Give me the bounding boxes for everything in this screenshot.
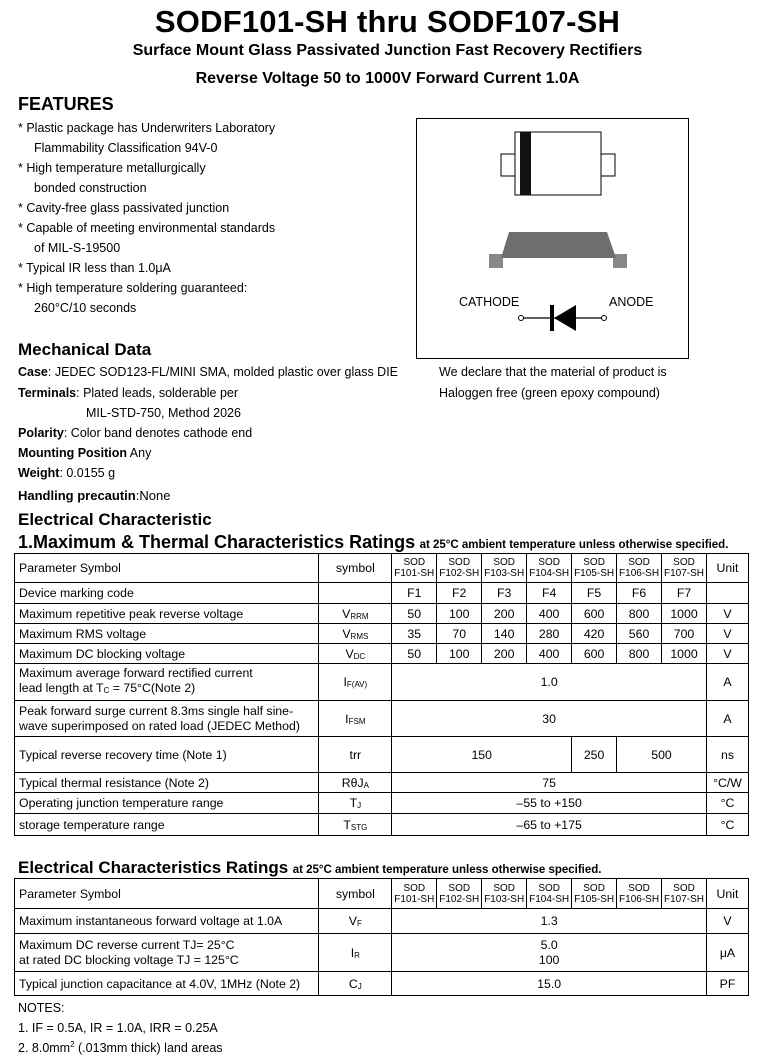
param-cell: Maximum repetitive peak reverse voltage bbox=[15, 604, 319, 624]
max-ratings-table bbox=[14, 553, 749, 836]
feature-item: bonded construction bbox=[34, 181, 147, 195]
table-row bbox=[15, 773, 749, 793]
param-cell: Peak forward surge current 8.3ms single half sine- wave superimposed on rated load (JEDEC Method) bbox=[15, 701, 319, 737]
elec-ratings-condition: at 25°C ambient temperature unless otherwise specified. bbox=[292, 864, 602, 876]
param-cell: Typical junction capacitance at 4.0V, 1MHz (Note 2) bbox=[15, 972, 319, 996]
table-header-row bbox=[15, 554, 749, 583]
value-cell: F7 bbox=[662, 583, 707, 604]
unit-cell: ns bbox=[706, 737, 748, 773]
value-cell: 200 bbox=[482, 604, 527, 624]
header-part: SOD F105-SH bbox=[572, 879, 617, 909]
unit-cell: PF bbox=[706, 972, 748, 996]
mech-handling bbox=[18, 488, 170, 503]
cathode-band bbox=[520, 132, 531, 195]
value-cell: 200 bbox=[482, 644, 527, 664]
value-cell: 500 bbox=[617, 737, 707, 773]
header-part: SOD F103-SH bbox=[482, 554, 527, 583]
value-cell: 420 bbox=[572, 624, 617, 644]
symbol-cell: $T_{STG}$ bbox=[319, 814, 392, 836]
mech-case-value: : JEDEC SOD123-FL/MINI SMA, molded plastic over glass DIE bbox=[47, 365, 399, 379]
unit-cell: V bbox=[706, 604, 748, 624]
mech-mounting bbox=[18, 446, 151, 460]
header-part: SOD F101-SH bbox=[392, 554, 437, 583]
value-cell: –65 to +175 bbox=[392, 814, 707, 836]
mechanical-heading: Mechanical Data bbox=[18, 340, 152, 359]
mech-polarity bbox=[18, 426, 252, 440]
unit-cell: V bbox=[706, 644, 748, 664]
mech-polarity-label: Polarity bbox=[18, 426, 64, 440]
param-cell: Maximum average forward rectified current lead length at $T_C$ = 75°C(Note 2) bbox=[15, 664, 319, 701]
header-param: Parameter Symbol bbox=[15, 554, 319, 583]
unit-cell bbox=[706, 583, 748, 604]
value-cell: 1000 bbox=[662, 644, 707, 664]
value-cell: 800 bbox=[617, 644, 662, 664]
value-cell: 35 bbox=[392, 624, 437, 644]
mech-mounting-label: Mounting Position bbox=[18, 446, 128, 460]
diode-bar bbox=[550, 305, 554, 331]
symbol-cell: $V_{DC}$ bbox=[319, 644, 392, 664]
unit-cell: A bbox=[706, 701, 748, 737]
value-cell: 5.0 100 bbox=[392, 934, 707, 972]
cathode-label: CATHODE bbox=[459, 295, 520, 309]
unit-cell: V bbox=[706, 909, 748, 934]
header-param: Parameter Symbol bbox=[15, 879, 319, 909]
value-cell: 100 bbox=[437, 604, 482, 624]
value-cell: 1000 bbox=[662, 604, 707, 624]
unit-cell: V bbox=[706, 624, 748, 644]
table-row bbox=[15, 644, 749, 664]
value-cell: 250 bbox=[572, 737, 617, 773]
value-cell: 800 bbox=[617, 604, 662, 624]
header-symbol: symbol bbox=[319, 879, 392, 909]
page-title: SODF101-SH thru SODF107-SH bbox=[154, 4, 621, 39]
mech-case bbox=[18, 365, 398, 379]
mech-weight-value: : 0.0155 g bbox=[59, 466, 116, 480]
table-header-row bbox=[15, 879, 749, 909]
halogen-declaration-line1: We declare that the material of product is bbox=[439, 365, 667, 379]
diode-triangle bbox=[554, 305, 576, 331]
param-cell: Operating junction temperature range bbox=[15, 793, 319, 814]
param-cell: Maximum instantaneous forward voltage at 1.0A bbox=[15, 909, 319, 934]
value-cell: 70 bbox=[437, 624, 482, 644]
feature-item: of MIL-S-19500 bbox=[34, 241, 121, 255]
mech-weight-label: Weight bbox=[18, 466, 60, 480]
symbol-cell: $C_J$ bbox=[319, 972, 392, 996]
value-cell: F3 bbox=[482, 583, 527, 604]
header-part: SOD F107-SH bbox=[662, 879, 707, 909]
value-cell: F1 bbox=[392, 583, 437, 604]
features-heading: FEATURES bbox=[18, 94, 114, 114]
subtitle-ratings: Reverse Voltage 50 to 1000V Forward Current 1.0A bbox=[195, 70, 580, 87]
max-ratings-heading: 1.Maximum & Thermal Characteristics Ratings bbox=[18, 532, 416, 552]
unit-cell: °C/W bbox=[706, 773, 748, 793]
unit-cell: μA bbox=[706, 934, 748, 972]
table-row bbox=[15, 972, 749, 996]
param-cell: Maximum DC reverse current TJ= 25°C at rated DC blocking voltage TJ = 125°C bbox=[15, 934, 319, 972]
param-cell: Typical reverse recovery time (Note 1) bbox=[15, 737, 319, 773]
lead-side-left bbox=[489, 254, 503, 268]
table-row bbox=[15, 583, 749, 604]
value-cell: 140 bbox=[482, 624, 527, 644]
header-part: SOD F106-SH bbox=[617, 879, 662, 909]
note-1: 1. IF = 0.5A, IR = 1.0A, IRR = 0.25A bbox=[18, 1021, 218, 1035]
header-part: SOD F103-SH bbox=[482, 879, 527, 909]
header-part: SOD F104-SH bbox=[527, 554, 572, 583]
mech-mounting-value: Any bbox=[127, 446, 152, 460]
feature-item: * High temperature metallurgically bbox=[18, 161, 206, 175]
anode-label: ANODE bbox=[609, 295, 654, 309]
mech-terminals bbox=[18, 386, 238, 400]
mech-terminals-std: MIL-STD-750, Method 2026 bbox=[86, 406, 241, 420]
value-cell: 400 bbox=[527, 644, 572, 664]
param-cell: storage temperature range bbox=[15, 814, 319, 836]
package-diagram bbox=[416, 118, 689, 359]
value-cell: 100 bbox=[437, 644, 482, 664]
header-part: SOD F106-SH bbox=[617, 554, 662, 583]
header-symbol: symbol bbox=[319, 554, 392, 583]
value-cell: 15.0 bbox=[392, 972, 707, 996]
header-part: SOD F102-SH bbox=[437, 879, 482, 909]
param-cell: Maximum RMS voltage bbox=[15, 624, 319, 644]
param-cell: Device marking code bbox=[15, 583, 319, 604]
header-part: SOD F101-SH bbox=[392, 879, 437, 909]
value-cell: –55 to +150 bbox=[392, 793, 707, 814]
feature-item: * Plastic package has Underwriters Laboratory bbox=[18, 121, 276, 135]
value-cell: 30 bbox=[392, 701, 707, 737]
mech-weight bbox=[18, 466, 115, 480]
symbol-cell: $T_J$ bbox=[319, 793, 392, 814]
value-cell: 560 bbox=[617, 624, 662, 644]
table-row bbox=[15, 737, 749, 773]
value-cell: 600 bbox=[572, 604, 617, 624]
symbol-cell: RθJ$_A$ bbox=[319, 773, 392, 793]
symbol-cell: $I_{F(AV)}$ bbox=[319, 664, 392, 701]
feature-item: * High temperature soldering guaranteed: bbox=[18, 281, 248, 295]
max-ratings-heading-line bbox=[18, 532, 728, 553]
table-row bbox=[15, 934, 749, 972]
feature-item: Flammability Classification 94V-0 bbox=[34, 141, 218, 155]
table-row bbox=[15, 604, 749, 624]
mech-terminals-label: Terminals bbox=[18, 386, 77, 400]
value-cell: 1.3 bbox=[392, 909, 707, 934]
table-row bbox=[15, 793, 749, 814]
header-unit: Unit bbox=[706, 554, 748, 583]
value-cell: 400 bbox=[527, 604, 572, 624]
feature-item: 260°C/10 seconds bbox=[34, 301, 137, 315]
package-body-side-view bbox=[501, 232, 616, 258]
value-cell: 150 bbox=[392, 737, 572, 773]
value-cell: 1.0 bbox=[392, 664, 707, 701]
symbol-cell bbox=[319, 583, 392, 604]
mech-case-label: Case bbox=[18, 365, 48, 379]
value-cell: F5 bbox=[572, 583, 617, 604]
table-row bbox=[15, 909, 749, 934]
header-part: SOD F102-SH bbox=[437, 554, 482, 583]
table-row bbox=[15, 664, 749, 701]
value-cell: 600 bbox=[572, 644, 617, 664]
mech-handling-label: Handling precautin bbox=[18, 488, 136, 503]
value-cell: F2 bbox=[437, 583, 482, 604]
max-ratings-condition: at 25°C ambient temperature unless otherwise specified. bbox=[419, 539, 729, 551]
elec-ratings-heading-line bbox=[18, 858, 602, 878]
unit-cell: °C bbox=[706, 814, 748, 836]
feature-item: * Capable of meeting environmental standards bbox=[18, 221, 276, 235]
header-part: SOD F105-SH bbox=[572, 554, 617, 583]
cathode-terminal bbox=[519, 316, 524, 321]
halogen-declaration-line2: Haloggen free (green epoxy compound) bbox=[439, 386, 660, 400]
anode-terminal bbox=[602, 316, 607, 321]
elec-ratings-heading: Electrical Characteristics Ratings bbox=[18, 858, 289, 877]
header-unit: Unit bbox=[706, 879, 748, 909]
package-outline-drawing bbox=[417, 119, 688, 358]
symbol-cell: trr bbox=[319, 737, 392, 773]
mech-terminals-value: : Plated leads, solderable per bbox=[76, 386, 239, 400]
table-row bbox=[15, 701, 749, 737]
notes-heading: NOTES: bbox=[18, 1001, 65, 1015]
note-2: 2. $8.0mm^2$ (.013mm thick) land areas bbox=[18, 1040, 223, 1056]
mech-handling-value: :None bbox=[135, 488, 171, 503]
value-cell: 75 bbox=[392, 773, 707, 793]
symbol-cell: $V_{RMS}$ bbox=[319, 624, 392, 644]
electrical-heading: Electrical Characteristic bbox=[18, 510, 212, 529]
symbol-cell: $V_F$ bbox=[319, 909, 392, 934]
table-row bbox=[15, 624, 749, 644]
subtitle-description: Surface Mount Glass Passivated Junction Fast Recovery Rectifiers bbox=[132, 42, 643, 59]
symbol-cell: $I_{FSM}$ bbox=[319, 701, 392, 737]
table-row bbox=[15, 814, 749, 836]
value-cell: F6 bbox=[617, 583, 662, 604]
value-cell: 50 bbox=[392, 644, 437, 664]
value-cell: 50 bbox=[392, 604, 437, 624]
feature-item: * Typical IR less than 1.0μA bbox=[18, 261, 171, 275]
symbol-cell: $I_R$ bbox=[319, 934, 392, 972]
elec-ratings-table bbox=[14, 878, 749, 996]
unit-cell: °C bbox=[706, 793, 748, 814]
param-cell: Maximum DC blocking voltage bbox=[15, 644, 319, 664]
mech-polarity-value: : Color band denotes cathode end bbox=[63, 426, 253, 440]
value-cell: F4 bbox=[527, 583, 572, 604]
header-part: SOD F107-SH bbox=[662, 554, 707, 583]
value-cell: 700 bbox=[662, 624, 707, 644]
unit-cell: A bbox=[706, 664, 748, 701]
symbol-cell: $V_{RRM}$ bbox=[319, 604, 392, 624]
value-cell: 280 bbox=[527, 624, 572, 644]
feature-item: * Cavity-free glass passivated junction bbox=[18, 201, 230, 215]
header-part: SOD F104-SH bbox=[527, 879, 572, 909]
param-cell: Typical thermal resistance (Note 2) bbox=[15, 773, 319, 793]
